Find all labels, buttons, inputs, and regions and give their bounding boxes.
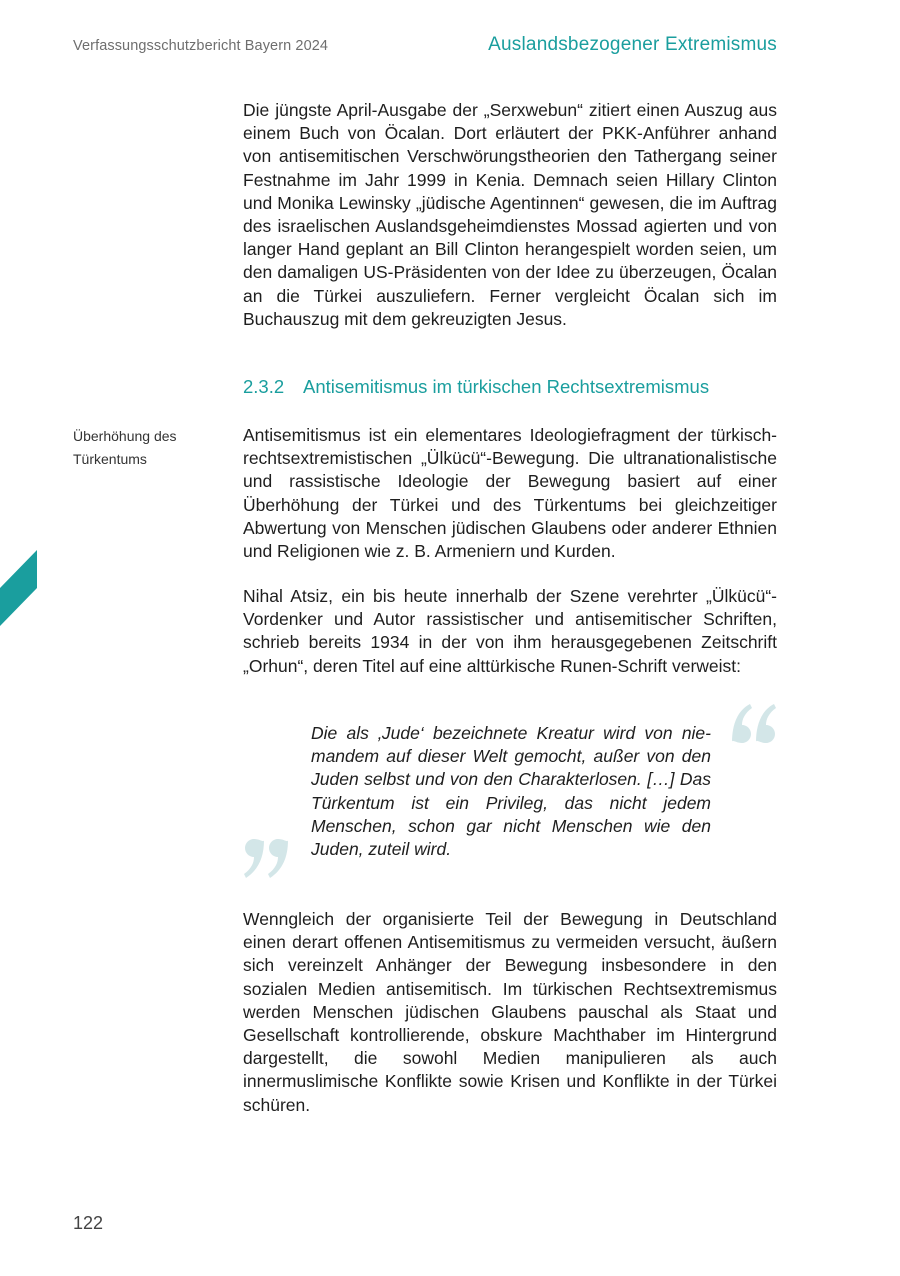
teal-tab-marker [0,550,37,626]
quote-close-icon [240,838,292,882]
running-header-publication: Verfassungsschutzbericht Bayern 2024 [73,38,329,54]
quote-open-icon [728,698,780,750]
paragraph-serxwebun: Die jüngste April-Ausgabe der „Serxwebun“ zitiert einen Auszug aus einem Buch von Öcalan. Dort erläutert der PKK-Anführer anhand von antisemitischen Verschwörungstheorien den Tathergang seiner Festnahme im Jahr 1999 in Kenia. Demnach seien Hillary Clinton und Monika Lewinsky „jüdische Agentinnen“ gewesen, die im Auftrag des israelischen Auslandsgeheimdienstes Mossad agierten und von langer Hand geplant an Bill Clinton herangespielt worden seien, um den damaligen US-Präsidenten von der Idee zu überzeugen, Öcalan an die Türkei auszuliefern. Ferner vergleicht Öcalan sich im Buchauszug mit dem gekreuzigten Jesus. [243,100,777,329]
page-number: 122 [73,1213,104,1233]
blockquote: Die als ‚Jude‘ bezeichnete Kreatur wird von niemandem auf dieser Welt gemocht, außer von den Juden selbst und von den Charakterlosen. […] Das Türkentum ist ein Privileg, das nicht jedem Menschen, schon gar nicht Menschen wie den Juden, zuteil wird. [311,723,711,860]
margin-note: Überhöhung des Türkentums [73,428,177,467]
paragraph-uelkuecue: Antisemitismus ist ein elementares Ideologiefragment der türkisch-rechtsextremistischen „Ülkücü“-Bewegung. Die ultranationalistische und rassistische Ideologie der Bewegung basiert auf einer Überhöhung der Türkei und des Türkentums bei gleichzeitiger Abwertung von Menschen jüdischen Glaubens oder anderer Ethnien und Religionen wie z. B. Armeniern und Kurden. [243,425,777,562]
running-header-chapter: Auslandsbezogener Extremismus [488,34,777,55]
paragraph-atsiz: Nihal Atsiz, ein bis heute innerhalb der Szene verehrter „Ülkücü“-Vordenker und Autor rassistischer und antisemitischer Schriften, schrieb bereits 1934 in der von ihm herausgegebenen Zeitschrift „Orhun“, deren Titel auf eine alttürkische Runen-Schrift verweist: [243,586,777,676]
section-heading [243,376,783,398]
paragraph-deutschland: Wenngleich der organisierte Teil der Bewegung in Deutschland einen derart offenen Antisemitismus zu vermeiden versucht, äußern sich vereinzelt Anhänger der Bewegung insbesondere in den sozialen Medien antisemitisch. Im türkischen Rechtsextremismus werden Menschen jüdischen Glaubens pauschal als Staat und Gesellschaft kontrollierende, obskure Machthaber im Hintergrund dargestellt, die sowohl Medien manipulieren als auch innermuslimische Konflikte sowie Krisen und Konflikte in der Türkei schüren. [243,909,777,1115]
section-number: 2.3.2 [243,376,285,397]
section-title: Antisemitismus im türkischen Rechtsextremismus [303,376,710,397]
